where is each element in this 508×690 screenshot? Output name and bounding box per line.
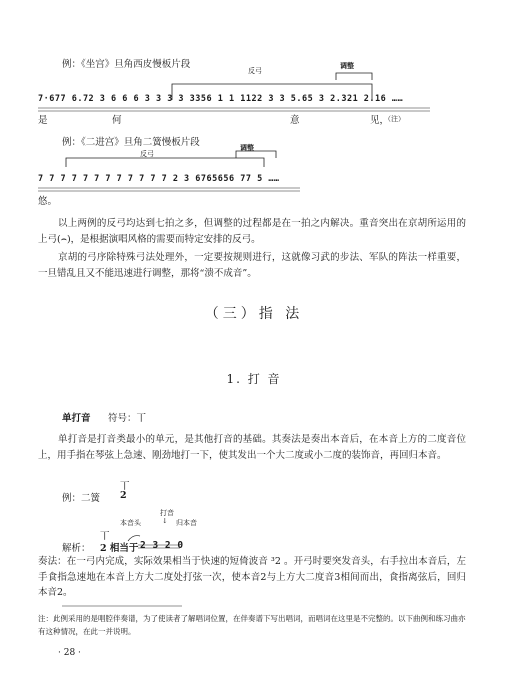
paragraph-1: 以上两例的反弓均达到七拍之多，但调整的过程都是在一拍之内解决。重音突出在京胡所运用的上弓(⌢)，是根据演唱风格的需要而特定安排的反弓。 <box>38 218 466 245</box>
tiaozheng-label-2: 调整 <box>240 143 254 152</box>
analysis-notes: 2 3 2 0 <box>140 540 184 551</box>
page-number: · 28 · <box>58 648 81 658</box>
example1-lyric-3: 意 <box>290 115 300 126</box>
example2-notes: 7 7 7 7 7 7 7 7 7 7 7 7 2 3 6765656 77 5 …… <box>38 174 280 184</box>
single-tap-label: 单打音 <box>62 413 91 424</box>
example1-notes: 7·677 6.72 3 6 6 6 3 3 3 3 3356 1 1 1122 3 3 5.65 3 2.321 2.16 …… <box>38 94 404 104</box>
fangong-bracket-2 <box>66 158 264 167</box>
example1-title: 例：《坐宫》旦角西皮慢板片段 <box>62 59 191 70</box>
example2-lyric: 悠。 <box>38 196 58 207</box>
paragraph-4: 奏法：在一弓内完成，实际效果相当于快速的短倚波音 ³2 。开弓时要突发音头，右手拉出本音后，左手食指急速地在本音上方大二度处打弦一次，使本音2与上方大二度音3相间而出，食指离弦后，回归本音2。 <box>38 556 466 598</box>
analysis-text: 2 相当于 <box>100 543 139 554</box>
example1-lyric-4: 见， <box>370 115 390 126</box>
fangong-label-1: 反弓 <box>248 67 262 75</box>
example1-lyric-1: 是 <box>38 115 48 126</box>
example3-label: 例：二簧 <box>62 493 101 504</box>
footnote: 注：此例采用的是唱腔伴奏谱，为了使读者了解唱词位置，在伴奏谱下写出唱词，而唱词在这里是不完整的。以下曲例和练习曲亦有这种情况，在此一并说明。 <box>38 614 466 636</box>
paragraph-3: 单打音是打音类最小的单元，是其他打音的基础。其奏法是奏出本音后，在本音上方的二度音位上，用手指在琴弦上急速、刚劲地打一下，使其发出一个大二度或小二度的装饰音，再回归本音。 <box>38 434 466 461</box>
paragraph-2: 京胡的弓序除特殊弓法处理外，一定要按规则进行，这就像习武的步法、军队的阵法一样重要，一旦错乱且又不能迅速进行调整，那将“溃不成音”。 <box>38 252 466 279</box>
example1-note-ref: （注） <box>384 115 405 123</box>
example1-lyric-2: 何 <box>112 115 122 126</box>
example3-note: 2 <box>120 490 127 501</box>
benyintou-label: 本音头 <box>120 519 141 527</box>
analysis-label: 解析： <box>62 543 91 554</box>
analysis-mark: 丅 <box>100 531 110 542</box>
subsection-title: 1. 打 音 <box>226 372 282 386</box>
example3-mark: 丅 <box>120 481 130 492</box>
arrow-down-icon: ↓ <box>162 517 168 525</box>
single-tap-symbol: 符号：丅 <box>108 413 147 424</box>
section-title: （三）指 法 <box>204 306 304 322</box>
example2-title: 例：《二进宫》旦角二簧慢板片段 <box>62 137 200 148</box>
guibenyin-label: 归本音 <box>176 519 197 527</box>
dayin-label: 打音 <box>160 509 174 517</box>
tiaozheng-label-1: 调整 <box>340 61 354 70</box>
tiaozheng-bracket-1 <box>336 73 372 80</box>
fangong-label-2: 反弓 <box>140 150 154 158</box>
